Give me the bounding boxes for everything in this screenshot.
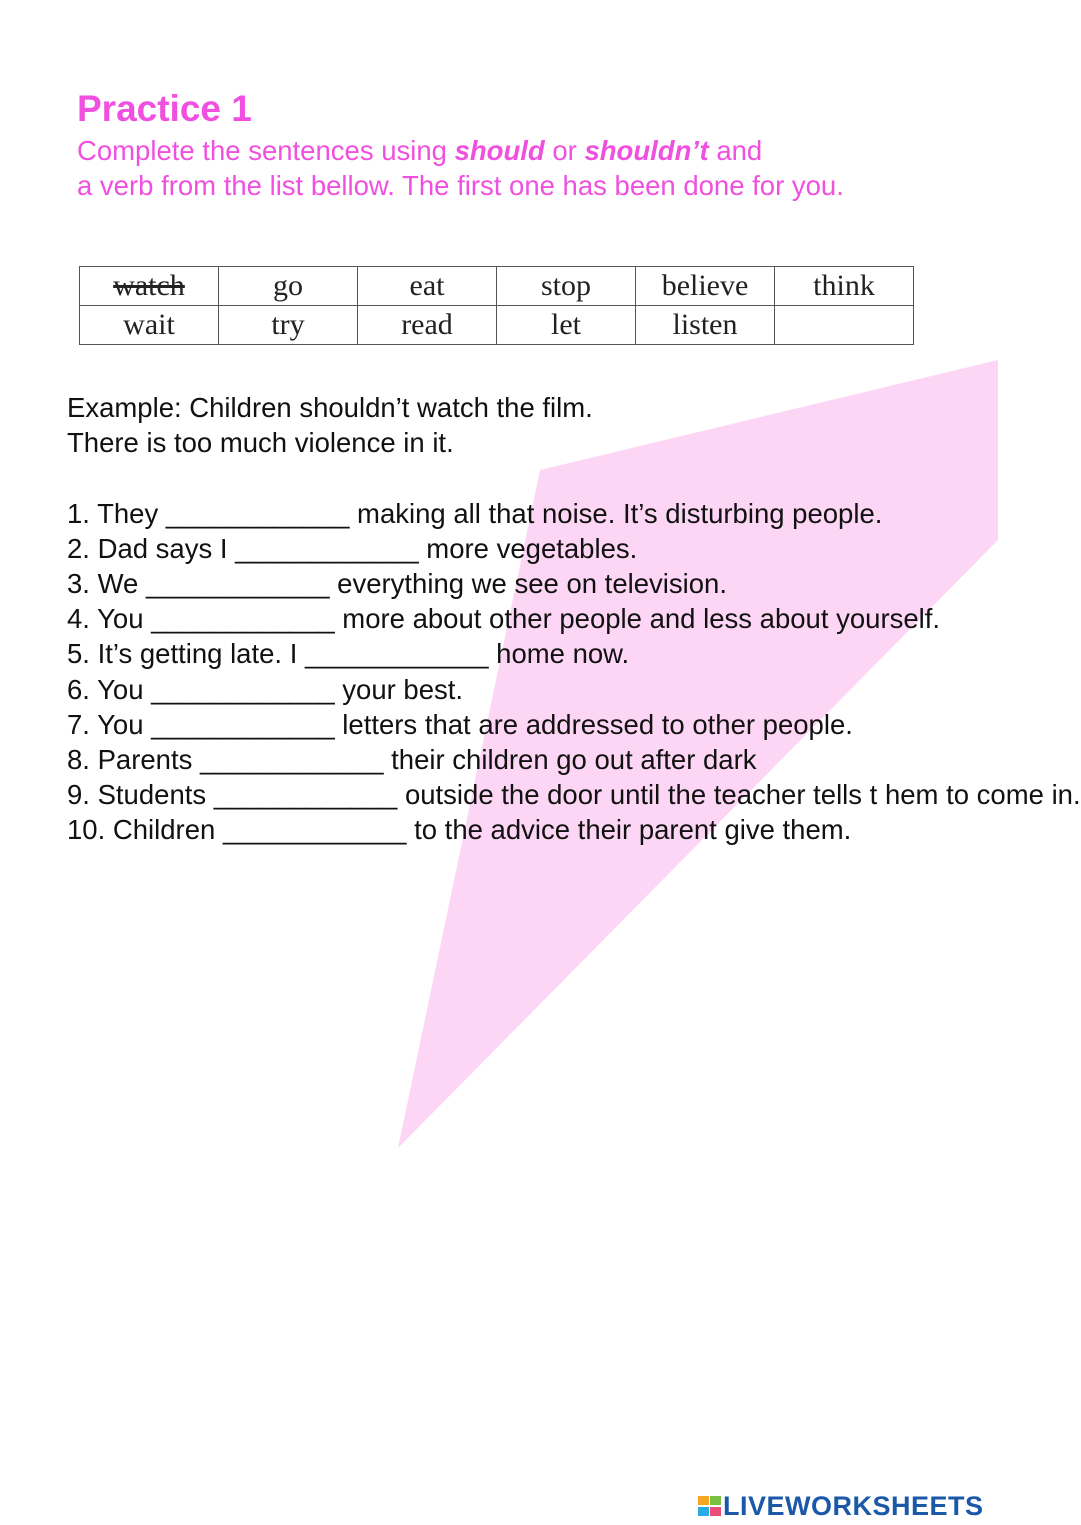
question-item	[67, 812, 967, 847]
answer-blank[interactable]: ____________	[235, 532, 419, 564]
spacer	[67, 460, 967, 495]
verb-cell: read	[358, 306, 497, 345]
page-title: Practice 1	[77, 88, 252, 129]
question-text-before: You	[97, 673, 152, 705]
question-item	[67, 566, 967, 601]
instructions-text: and	[708, 135, 763, 166]
question-text-before: Parents	[97, 744, 200, 776]
verb-cell: let	[497, 306, 636, 345]
question-text-before: We	[97, 568, 146, 599]
question-number: 8.	[67, 744, 98, 776]
question-item	[67, 707, 967, 742]
question-number: 7.	[67, 708, 98, 740]
verb-cell: think	[775, 267, 914, 306]
question-number: 10.	[67, 814, 113, 846]
instructions	[77, 133, 844, 203]
question-item	[67, 601, 967, 636]
question-text-after: their children go out after dark	[383, 744, 757, 776]
answer-blank[interactable]: ____________	[165, 497, 350, 529]
verb-cell: wait	[80, 306, 219, 345]
question-item	[67, 636, 967, 671]
question-text-after: letters that are addressed to other people.	[334, 708, 853, 740]
example-line: Example: Children shouldn’t watch the film.	[67, 392, 593, 423]
question-number: 4.	[67, 603, 98, 635]
keyword-shouldnt: shouldn’t	[584, 135, 709, 166]
verb-cell: try	[219, 306, 358, 345]
answer-blank[interactable]: ____________	[213, 779, 398, 811]
verb-cell: stop	[497, 267, 636, 306]
liveworksheets-logo-icon	[697, 1493, 723, 1519]
answer-blank[interactable]: ____________	[222, 814, 407, 846]
instructions-line-1	[77, 133, 844, 168]
question-text-after: outside the door until the teacher tells t hem to come in.	[397, 779, 1081, 811]
question-list	[67, 496, 1081, 848]
verb-cell: go	[219, 267, 358, 306]
question-number: 3.	[67, 568, 98, 599]
question-number: 2.	[67, 532, 98, 564]
instructions-text: Complete the sentences using	[77, 135, 455, 166]
exercise-body	[67, 390, 1081, 848]
answer-blank[interactable]: ____________	[151, 708, 335, 740]
example-line: There is too much violence in it.	[67, 427, 454, 459]
answer-blank[interactable]: ____________	[151, 673, 335, 705]
question-text-before: You	[97, 603, 152, 635]
question-text-after: your best.	[334, 673, 464, 705]
verb-cell: listen	[636, 306, 775, 345]
question-item	[67, 742, 967, 777]
question-text-after: everything we see on television.	[329, 568, 727, 599]
question-item	[67, 777, 1081, 812]
question-text-before: Dad says I	[97, 532, 236, 564]
question-text-before: They	[97, 497, 166, 529]
question-number: 1.	[67, 497, 98, 529]
verb-list-table	[79, 266, 914, 345]
verb-row	[80, 267, 914, 306]
verb-row	[80, 306, 914, 345]
verb-cell: eat	[358, 267, 497, 306]
question-text-after: home now.	[488, 638, 630, 670]
question-item	[67, 496, 967, 531]
keyword-should: should	[454, 135, 545, 166]
question-item	[67, 672, 967, 707]
question-item	[67, 531, 967, 566]
question-number: 6.	[67, 673, 98, 705]
question-text-after: more about other people and less about yourself.	[334, 603, 941, 635]
question-text-before: Students	[97, 779, 214, 811]
question-text-before: Children	[112, 814, 223, 846]
question-text-after: making all that noise. It’s disturbing people.	[349, 497, 883, 529]
answer-blank[interactable]: ____________	[200, 744, 384, 776]
answer-blank[interactable]: ____________	[145, 568, 330, 599]
liveworksheets-logo	[697, 1490, 984, 1522]
verb-cell-used: watch	[80, 267, 219, 306]
question-text-after: more vegetables.	[418, 532, 638, 564]
instructions-line-2: a verb from the list bellow. The first one has been done for you.	[77, 170, 844, 201]
question-text-before: It’s getting late. I	[97, 638, 305, 670]
logo-text: LIVEWORKSHEETS	[723, 1490, 984, 1521]
instructions-text: or	[544, 135, 585, 166]
question-number: 5.	[67, 638, 98, 670]
question-text-before: You	[97, 708, 152, 740]
question-number: 9.	[67, 779, 98, 811]
question-text-after: to the advice their parent give them.	[406, 814, 852, 846]
answer-blank[interactable]: ____________	[304, 638, 489, 670]
verb-cell-empty	[775, 306, 914, 345]
verb-cell: believe	[636, 267, 775, 306]
answer-blank[interactable]: ____________	[151, 603, 335, 635]
